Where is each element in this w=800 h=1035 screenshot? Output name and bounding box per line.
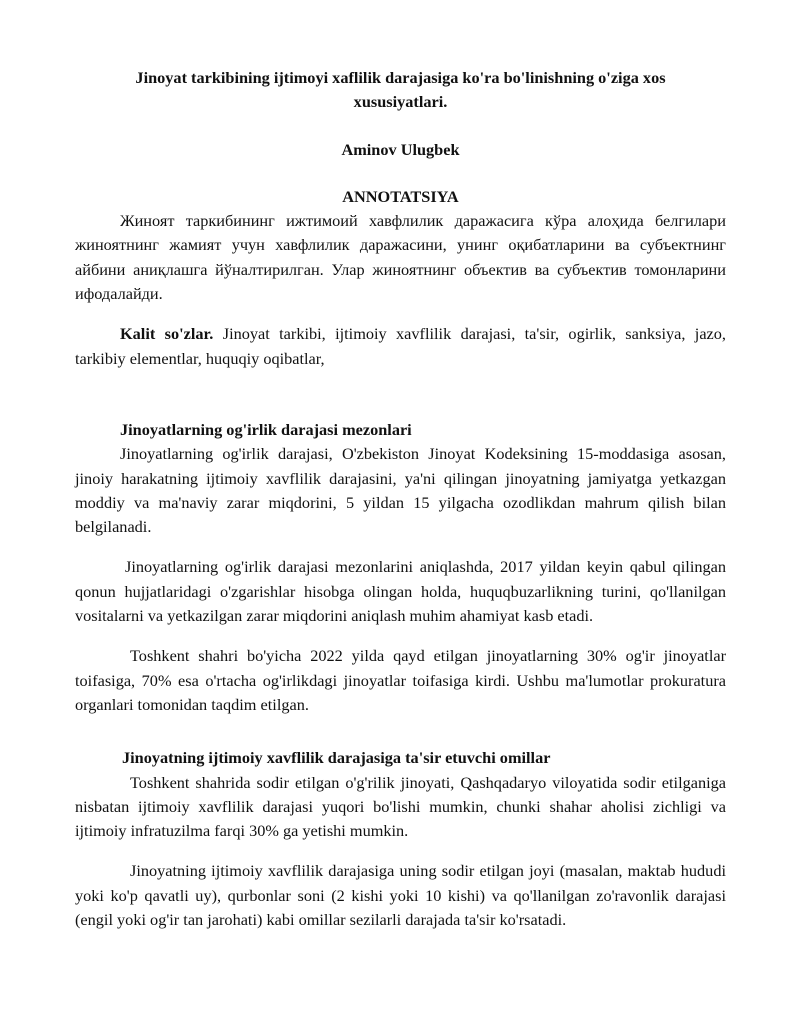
author-name: Aminov Ulugbek [341, 139, 460, 159]
keywords-text: Jinoyat tarkibi, ijtimoiy xavflilik darajasi, ta'sir, ogirlik, sanksiya, jazo, tarkibiy elementlar, huquqiy oqibatlar, [75, 324, 726, 368]
section1-paragraph-1: Jinoyatlarning og'irlik darajasi, O'zbekiston Jinoyat Kodeksining 15-moddasiga asosan, jinoiy harakatning ijtimoiy xavflilik darajasini, ya'ni qilingan jinoyatning jamiyatga yetkazgan moddiy va ma'naviy zarar miqdorini, 5 yildan 15 yilgacha ozodlikdan mahrum qilish bilan belgilanadi. [75, 444, 726, 537]
keywords-label: Kalit so'zlar. [120, 324, 214, 344]
paper-title: Jinoyat tarkibining ijtimoyi xaflilik darajasiga ko'ra bo'linishning o'ziga xos xususiyatlari. [135, 68, 666, 112]
section1-paragraph-3: Toshkent shahri bo'yicha 2022 yilda qayd etilgan jinoyatlarning 30% og'ir jinoyatlar toifasiga, 70% esa o'rtacha og'irlikdagi jinoyatlar toifasiga kirdi. Ushbu ma'lumotlar prokuratura organlari tomonidan taqdim etilgan. [75, 646, 726, 714]
section-heading-danger-factors: Jinoyatning ijtimoiy xavflilik darajasiga ta'sir etuvchi omillar [122, 748, 551, 768]
annotation-text: Жиноят таркибининг ижтимоий хавфлилик даражасига кўра алоҳида белгилари жиноятнинг жамият учун хавфлилик даражасини, унинг оқибатларини ва субъектнинг айбини аниқлашга йўналтирилган. Улар жиноятнинг объектив ва субъектив томонларини ифодалайди. [75, 211, 726, 304]
annotation-heading: ANNOTATSIYA [342, 186, 459, 206]
section-heading-severity-criteria: Jinoyatlarning og'irlik darajasi mezonlari [120, 419, 412, 439]
section2-paragraph-1: Toshkent shahrida sodir etilgan o'g'rilik jinoyati, Qashqadaryo viloyatida sodir etilganiga nisbatan ijtimoiy xavflilik darajasi yuqori bo'lishi mumkin, chunki shahar aholisi zichligi va ijtimoiy infratuzilma farqi 30% ga yetishi mumkin. [75, 772, 726, 841]
keywords-paragraph [75, 322, 726, 371]
section1-paragraph-2: Jinoyatlarning og'irlik darajasi mezonlarini aniqlashda, 2017 yildan keyin qabul qilingan qonun hujjatlaridagi o'zgarishlar hisobga olingan holda, huquqbuzarlikning turini, qo'llanilgan vositalarni va yetkazilgan zarar miqdorini aniqlash muhim ahamiyat kasb etadi. [75, 557, 726, 626]
document-page [75, 66, 726, 932]
section2-paragraph-2: Jinoyatning ijtimoiy xavflilik darajasiga uning sodir etilgan joyi (masalan, maktab hududi yoki ko'p qavatli uy), qurbonlar soni (2 kishi yoki 10 kishi) va qo'llanilgan zo'ravonlik darajasi (engil yoki og'ir tan jarohati) kabi omillar sezilarli darajada ta'sir ko'rsatadi. [75, 861, 726, 930]
